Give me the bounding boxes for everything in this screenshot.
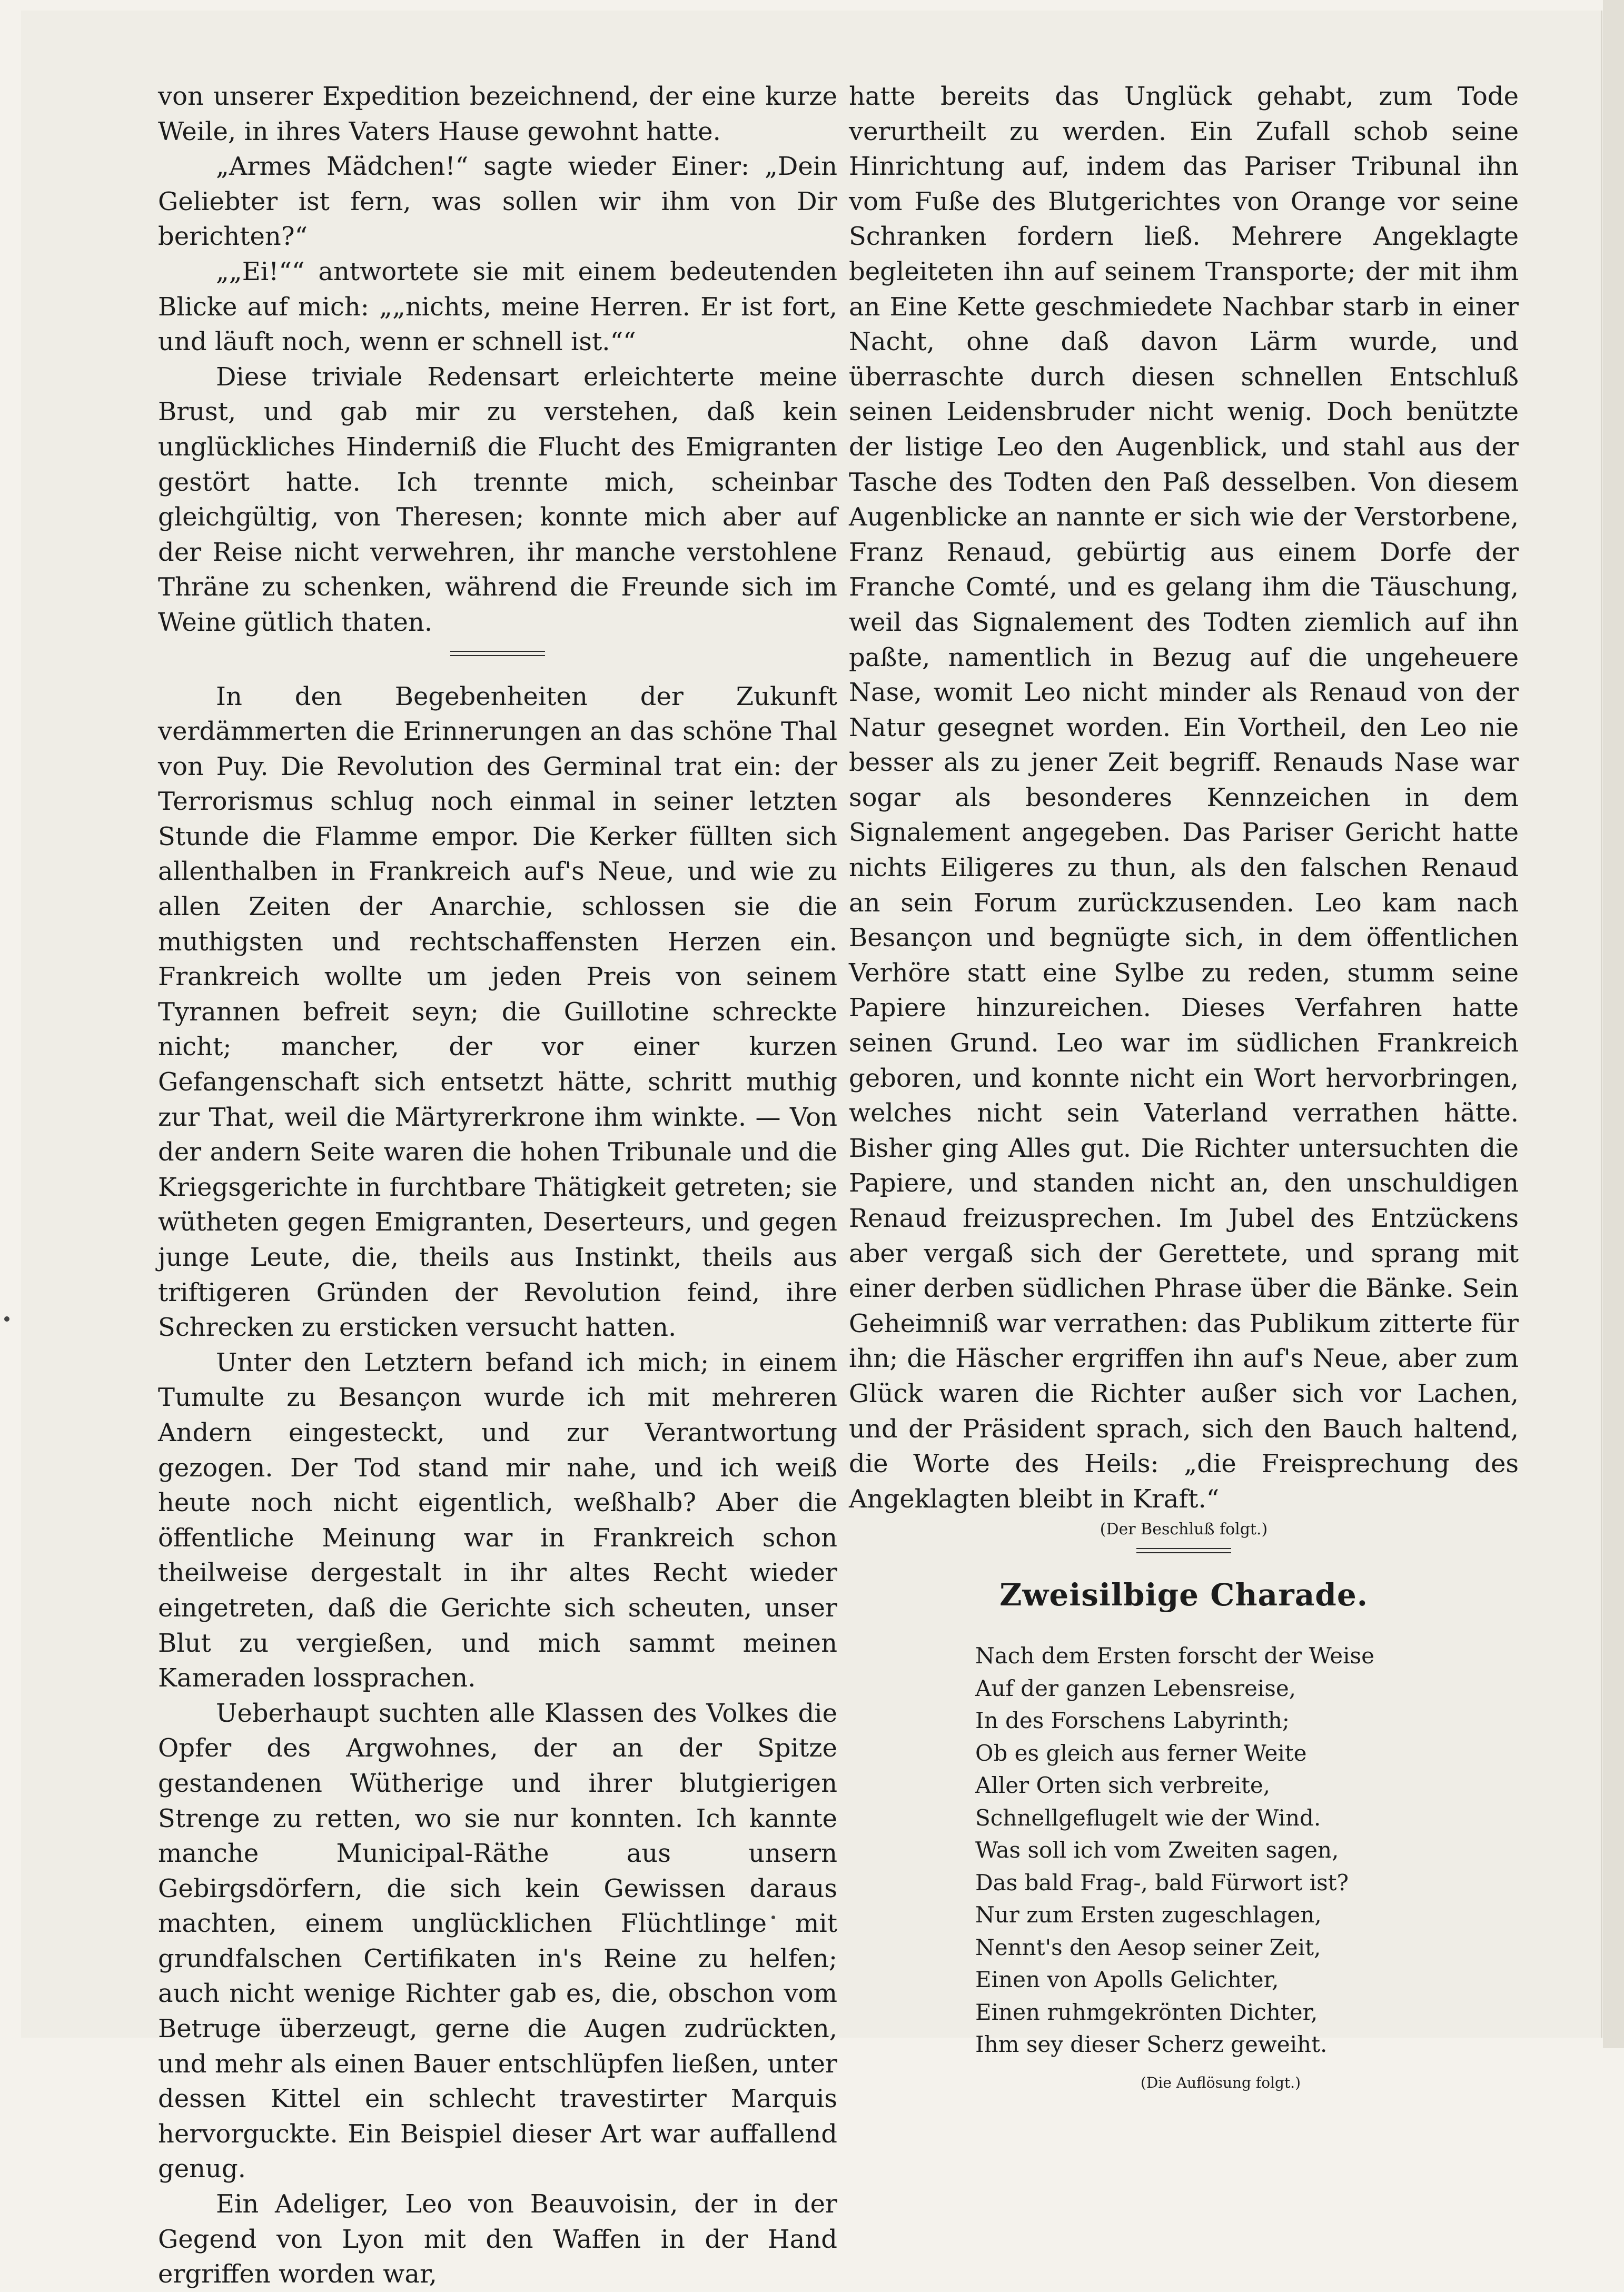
poem-line: Schnellgeflugelt wie der Wind.	[975, 1804, 1321, 1831]
continuation-note: (Der Beschluß folgt.)	[1100, 1520, 1268, 1539]
page-edge	[1603, 0, 1624, 2048]
right-column	[849, 79, 1519, 2093]
charade-poem	[975, 1640, 1519, 2061]
charade-title: Zweisilbige Charade.	[999, 1577, 1368, 1613]
poem-line: Nennt's den Aesop seiner Zeit,	[975, 1934, 1321, 1960]
paragraph: Unter den Letztern befand ich mich; in einem Tumulte zu Besançon wurde ich mit mehreren Andern eingesteckt, und zur Verantwortung gezogen. Der Tod stand mir nahe, und ich weiß heute noch nicht eigentlich, weßhalb? Aber die öffentliche Meinung war in Frankreich schon theilweise dergestalt in ihr altes Recht wieder eingetreten, daß die Gerichte sich scheuten, unser Blut zu vergießen, und mich sammt meinen Kameraden lossprachen.	[158, 1347, 837, 1693]
solution-note: (Die Auflösung folgt.)	[1140, 2073, 1301, 2091]
section-divider	[450, 651, 545, 656]
poem-line: Was soll ich vom Zweiten sagen,	[975, 1837, 1339, 1863]
poem-line: Nach dem Ersten forscht der Weise	[975, 1643, 1374, 1669]
poem-line: Das bald Frag-, bald Fürwort ist?	[975, 1869, 1349, 1896]
paragraph: Ueberhaupt suchten alle Klassen des Volkes die Opfer des Argwohnes, der an der Spitze gestandenen Wütherige und ihrer blutgierigen Strenge zu retten, wo sie nur konnten. Ich kannte manche Municipal-Räthe aus unsern Gebirgsdörfern, die sich kein Gewissen daraus machten, einem unglücklichen Flüchtlinge mit grundfalschen Certifikaten in's Reine zu helfen; auch nicht wenige Richter gab es, die, obschon vom Betruge überzeugt, gerne die Augen zudrückten, und mehr als einen Bauer entschlüpfen ließen, unter dessen Kittel ein schlecht travestirter Marquis hervorguckte. Ein Beispiel dieser Art war auffallend genug.	[158, 1698, 837, 2184]
paragraph: „„Ei!““ antwortete sie mit einem bedeutenden Blicke auf mich: „„nichts, meine Herren. Er ist fort, und läuft noch, wenn er schnell ist.““	[158, 256, 837, 357]
poem-line: Auf der ganzen Lebensreise,	[975, 1675, 1296, 1701]
poem-line: Ihm sey dieser Scherz geweiht.	[975, 2031, 1328, 2058]
poem-line: Einen von Apolls Gelichter,	[975, 1967, 1279, 1993]
poem-line: Nur zum Ersten zugeschlagen,	[975, 1902, 1322, 1928]
paragraph: „Armes Mädchen!“ sagte wieder Einer: „Dein Geliebter ist fern, was sollen wir ihm von Dir berichten?“	[158, 152, 837, 252]
poem-line: In des Forschens Labyrinth;	[975, 1708, 1290, 1734]
poem-line: Einen ruhmgekrönten Dichter,	[975, 1999, 1318, 2025]
poem-line: Ob es gleich aus ferner Weite	[975, 1740, 1307, 1766]
section-divider	[1136, 1548, 1231, 1553]
paragraph: von unserer Expedition bezeichnend, der eine kurze Weile, in ihres Vaters Hause gewohnt hatte.	[158, 82, 837, 146]
left-column	[158, 79, 837, 2292]
paragraph: hatte bereits das Unglück gehabt, zum Tode verurtheilt zu werden. Ein Zufall schob seine Hinrichtung auf, indem das Pariser Tribunal ihn vom Fuße des Blutgerichtes von Orange vor seine Schranken fordern ließ. Mehrere Angeklagte begleiteten ihn auf seinem Transporte; der mit ihm an Eine Kette geschmiedete Nachbar starb in einer Nacht, ohne daß davon Lärm wurde, und überraschte durch diesen schnellen Entschluß seinen Leidensbruder nicht wenig. Doch benützte der listige Leo den Augenblick, und stahl aus der Tasche des Todten den Paß desselben. Von diesem Augenblicke an nannte er sich wie der Verstorbene, Franz Renaud, gebürtig aus einem Dorfe der Franche Comté, und es gelang ihm die Täuschung, weil das Signalement des Todten ziemlich auf ihn paßte, namentlich in Bezug auf die ungeheuere Nase, womit Leo nicht minder als Renaud von der Natur gesegnet worden. Ein Vortheil, den Leo nie besser als zu jener Zeit begriff. Renauds Nase war sogar als besonderes Kennzeichen in dem Signalement angegeben. Das Pariser Gericht hatte nichts Eiligeres zu thun, als den falschen Renaud an sein Forum zurückzusenden. Leo kam nach Besançon und begnügte sich, in dem öffentlichen Verhöre statt eine Sylbe zu reden, stumm seine Papiere hinzureichen. Dieses Verfahren hatte seinen Grund. Leo war im südlichen Frankreich geboren, und konnte nicht ein Wort hervorbringen, welches nicht sein Vaterland verrathen hätte. Bisher ging Alles gut. Die Richter untersuchten die Papiere, und standen nicht an, den unschuldigen Renaud freizusprechen. Im Jubel des Entzückens aber vergaß sich der Gerettete, und sprang mit einer derben südlichen Phrase über die Bänke. Sein Geheimniß war verrathen: das Publikum zitterte für ihn; die Häscher ergriffen ihn auf's Neue, aber zum Glück waren die Richter außer sich vor Lachen, und der Präsident sprach, sich den Bauch haltend, die Worte des Heils: „die Freisprechung des Angeklagten bleibt in Kraft.“	[849, 82, 1519, 1514]
paragraph: In den Begebenheiten der Zukunft verdämmerten die Erinnerungen an das schöne Thal von Puy. Die Revolution des Germinal trat ein: der Terrorismus schlug noch einmal in seiner letzten Stunde die Flamme empor. Die Kerker füllten sich allenthalben in Frankreich auf's Neue, und wie zu allen Zeiten der Anarchie, schlossen sie die muthigsten und rechtschaffensten Herzen ein. Frankreich wollte um jeden Preis von seinem Tyrannen befreit seyn; die Guillotine schreckte nicht; mancher, der vor einer kurzen Gefangenschaft sich entsetzt hätte, schritt muthig zur That, weil die Märtyrerkrone ihm winkte. — Von der andern Seite waren die hohen Tribunale und die Kriegsgerichte in furchtbare Thätigkeit getreten; sie wütheten gegen Emigranten, Deserteurs, und gegen junge Leute, die, theils aus Instinkt, theils aus triftigeren Gründen der Revolution feind, ihre Schrecken zu ersticken versucht hatten.	[158, 681, 837, 1343]
ink-speck	[4, 1316, 9, 1322]
poem-line: Aller Orten sich verbreite,	[975, 1772, 1271, 1799]
paragraph: Ein Adeliger, Leo von Beauvoisin, der in der Gegend von Lyon mit den Waffen in der Hand ergriffen worden war,	[158, 2189, 837, 2289]
paragraph: Diese triviale Redensart erleichterte meine Brust, und gab mir zu verstehen, daß kein unglückliches Hinderniß die Flucht des Emigranten gestört hatte. Ich trennte mich, scheinbar gleichgültig, von Theresen; konnte mich aber auf der Reise nicht verwehren, ihr manche verstohlene Thräne zu schenken, während die Freunde sich im Weine gütlich thaten.	[158, 362, 837, 637]
